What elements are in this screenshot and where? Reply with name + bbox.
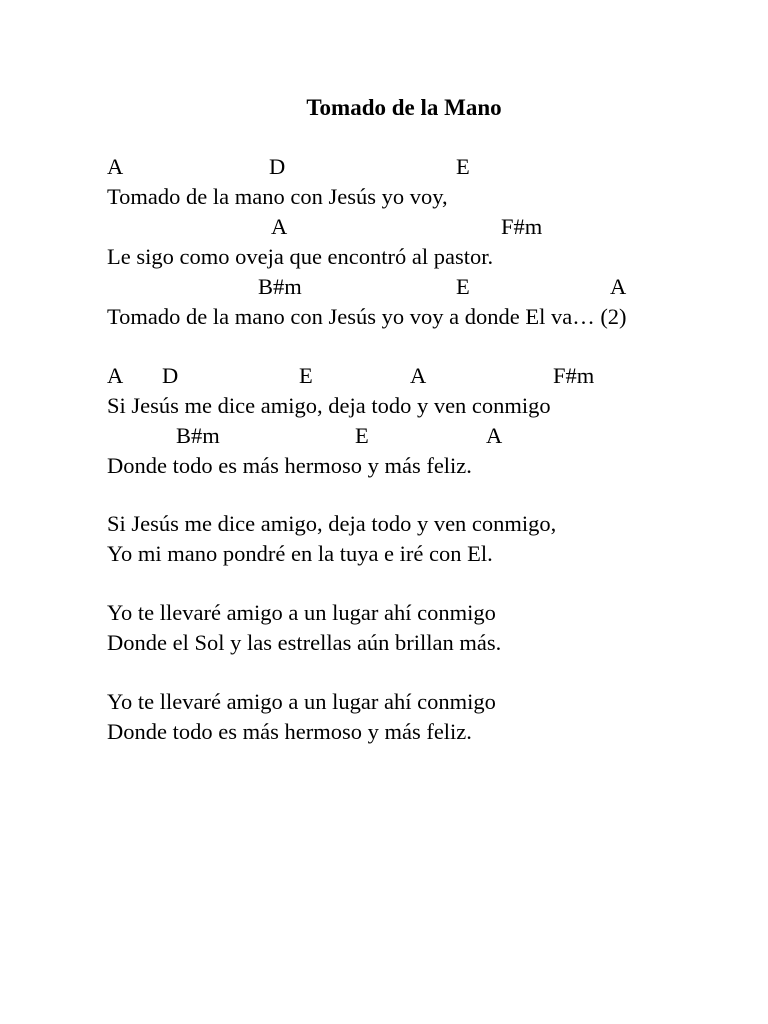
lyric-text: Tomado de la mano con Jesús yo voy a donde El va… (2): [107, 304, 627, 329]
chord: D: [269, 154, 286, 179]
chord: A: [410, 363, 427, 388]
lyric-text: Si Jesús me dice amigo, deja todo y ven conmigo,: [107, 511, 557, 536]
chord: F#m: [501, 214, 543, 239]
chord: A: [486, 423, 503, 448]
song-title: Tomado de la Mano: [306, 95, 502, 120]
lyric-text: Yo mi mano pondré en la tuya e iré con El.: [107, 541, 493, 566]
lyric-text: Donde todo es más hermoso y más feliz.: [107, 719, 472, 744]
lyric-text: Yo te llevaré amigo a un lugar ahí conmigo: [107, 600, 496, 625]
chord: F#m: [553, 363, 595, 388]
lyric-text: Le sigo como oveja que encontró al pastor.: [107, 244, 494, 269]
chord: E: [456, 274, 470, 299]
lyric-text: Si Jesús me dice amigo, deja todo y ven conmigo: [107, 393, 551, 418]
lyric-text: Yo te llevaré amigo a un lugar ahí conmigo: [107, 689, 496, 714]
lyric-text: Tomado de la mano con Jesús yo voy,: [107, 184, 448, 209]
lyric-text: Donde el Sol y las estrellas aún brillan más.: [107, 630, 502, 655]
chord: B#m: [258, 274, 302, 299]
chord: E: [355, 423, 369, 448]
chord: E: [299, 363, 313, 388]
chord: A: [271, 214, 288, 239]
chord: A: [610, 274, 627, 299]
chord: A: [107, 363, 124, 388]
chord: A: [107, 154, 124, 179]
chord: B#m: [176, 423, 220, 448]
chord: D: [162, 363, 179, 388]
chord: E: [456, 154, 470, 179]
lyric-text: Donde todo es más hermoso y más feliz.: [107, 453, 472, 478]
